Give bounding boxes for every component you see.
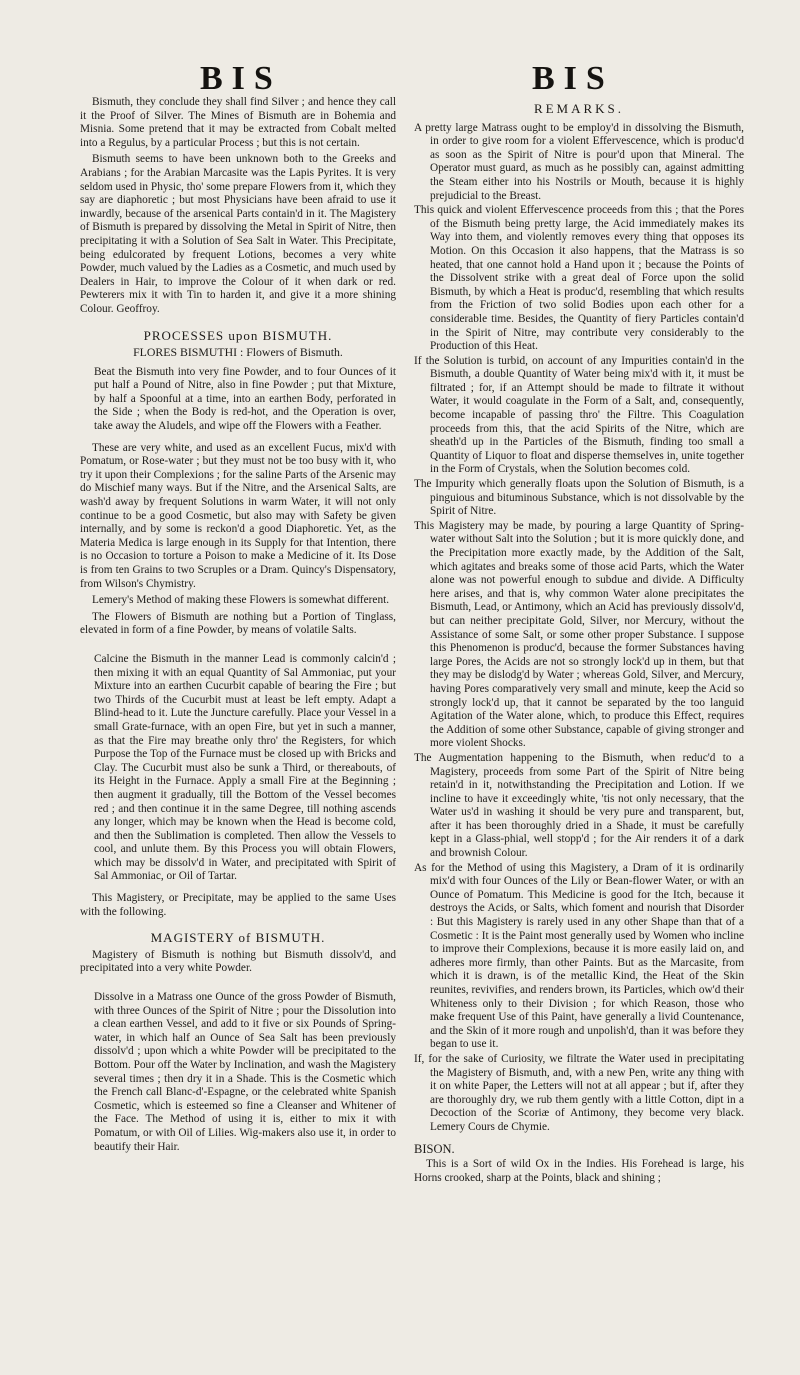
intro-paragraph: Bismuth, they conclude they shall find Silver ; and hence they call it the Proof of Silver. The Mines of Bismuth are in Bohemia and Misnia. Some pretend that it may be extracted from Cobalt melted into a Regulus, by a particular Process ; but this is not certain. [80,96,396,149]
magistery-definition: Magistery of Bismuth is nothing but Bismuth dissolv'd, and precipitated into a very white Powder. [80,948,396,975]
running-head-right: BIS [532,60,614,97]
remark-paragraph: The Impurity which generally floats upon the Solution of Bismuth, is a pinguious and bituminous Substance, which is not dissolvable by the Spirit of Nitre. [414,478,744,518]
magistery-heading: MAGISTERY of BISMUTH. [150,930,326,946]
bison-heading: BISON. [414,1141,455,1156]
remarks-heading: REMARKS. [533,101,625,116]
flores-paragraph: Lemery's Method of making these Flowers is somewhat different. [92,594,390,607]
magistery-intro: This Magistery, or Precipitate, may be applied to the same Uses with the following. [80,892,396,918]
calcine-recipe: Calcine the Bismuth in the manner Lead is commonly calcin'd ; then mixing it with an equal Quantity of Sal Ammoniac, put your Mixture into an earthen Cucurbit capable of bearing the Fire ; but two Thirds of the Cucurbit must at least be left empty. Adapt a Blind-head to it. Lute the Juncture carefully. Place your Vessel in a small Grate-furnace, with an open Fire, but yet in such a manner, as that the Fire may breathe only thro' the Registers, for which Purpose the Top of the Furnace must be closed up with Bricks and Clay. The Cucurbit must also be sunk a Third, or thereabouts, of its Height in the Furnace. Apply a small Fire at the Beginning ; then augment it gradually, till the Bottom of the Vessel becomes red ; and then continue it in the same Degree, till nothing ascends any longer, which may be known when the Head is become cold, and then the Sublimation is completed. Then allow the Vessels to cool, and unlute them. By this Process you will obtain Flowers, which may be dissolv'd in Water, and precipitated with Spirit of Sal Ammoniac, or Oil of Tartar. [94,652,396,883]
bison-paragraph: This is a Sort of wild Ox in the Indies. His Forehead is large, his Horns crooked, sharp at the Points, black and shining ; [414,1158,744,1184]
running-head-left: BIS [200,60,282,97]
flores-paragraph: The Flowers of Bismuth are nothing but a Portion of Tinglass, elevated in form of a fine Powder, by means of volatile Salts. [80,610,396,637]
flores-paragraph: These are very white, and used as an excellent Fucus, mix'd with Pomatum, or Rose-water ; but they must not be too busy with it, who try it upon their Complexions ; for the saline Parts of the Arsenic may do Mischief many ways. But if the Nitre, and the Arsenical Salts, are wash'd away by frequent Solutions in warm Water, it will not only continue to be a good Cosmetic, but also may with Safety be given internally, and by some is reckon'd a good Diaphoretic. Yet, as the Materia Medica is large enough in its Supply for that Intention, there is no Occasion to torture a Poison to make a Medicine of it. Its Dose is from ten Grains to two Scruples or a Dram. Quincy's Dispensatory, from Wilson's Chymistry. [80,441,396,590]
remark-paragraph: If the Solution is turbid, on account of any Impurities contain'd in the Bismuth, a double Quantity of Water being mix'd with it, it must be filtrated ; for, if an Attempt should be made to filtrate it without Water, it would coagulate in the Form of a Salt, and, consequently, become incapable of passing thro' the Filtre. This Coagulation proceeds from this, that the acid Spirits of the Nitre, which are sheath'd up in the Particles of the Bismuth, finding too small a Quantity of Liquor to float and disperse themselves in, unite together in the Form of Crystals, when the Solution becomes cold. [414,354,744,476]
intro-paragraph: Bismuth seems to have been unknown both to the Greeks and Arabians ; for the Arabian Marcasite was the Lapis Pyrites. It is very seldom used in Physic, tho' some prepare Flowers from it, which they say are diaphoretic ; but most Physicians have been afraid to use it inwardly, because of the arsenical Parts contain'd in it. The Magistery of Bismuth is prepared by dissolving the Metal in Spirit of Nitre, then precipitating it with a Solution of Sea Salt in Water. This Precipitate, being edulcorated by frequent Lotions, becomes a very white Powder, much valued by the Ladies as a Cosmetic, and much used by Dealers in Hair, to improve the Colour of it when dark or red. Pewterers mix it with Tin to harden it, and give it a more shining Colour. Geoffroy. [80,153,396,315]
left-column [80,96,396,1162]
remark-paragraph: This quick and violent Effervescence proceeds from this ; that the Pores of the Bismuth being pretty large, the Acid immediately makes its Way into them, and violently removes every thing that opposes its Motion. On this Occasion it also happens, that the Matrass is so heated, that one cannot hold a Hand upon it ; because the Points of the Dissolvent strike with a great deal of Force upon the solid Bismuth, by which a Heat is produc'd, resembling that which results from the Friction of two solid Bodies upon each other for a considerable time. Besides, the Quantity of fiery Particles contain'd in the Spirit of Nitre, may contribute very considerably to the Production of this Heat. [414,204,744,353]
flores-recipe: Beat the Bismuth into very fine Powder, and to four Ounces of it put half a Pound of Nitre, also in fine Powder ; put that Mixture, by half a Spoonful at a time, into an earthen Body, perforated in the Side ; when the Body is red-hot, and the Operation is over, take away the Aludels, and wipe off the Flowers with a Feather. [94,365,396,433]
magistery-recipe: Dissolve in a Matrass one Ounce of the gross Powder of Bismuth, with three Ounces of the Spirit of Nitre ; pour the Dissolution into a clean earthen Vessel, and add to it five or six Pounds of Spring-water, in which half an Ounce of Sea Salt has been previously dissolv'd ; upon which a white Powder will be precipitated to the Bottom. Pour off the Water by Inclination, and wash the Magistery several times ; then dry it in a Shade. This is the Cosmetic which the French call Blanc-d'-Espagne, or the celebrated white Spanish Cosmetic, which is esteemed so fine a Cleanser and Whitener of the Face. The Method of using it is, either to mix it with Pomatum, or with Oil of Lilies. Wig-makers also use it, in order to beautify their Hair. [94,991,396,1153]
remark-paragraph: As for the Method of using this Magistery, a Dram of it is ordinarily mix'd with four Ounces of the Lily or Bean-flower Water, or with an Ounce of Pomatum. This Medicine is good for the Itch, because it destroys the Acids, or Salts, which foment and nourish that Disorder : But this Magistery is rarely used in any other Shape than that of a Cosmetic : It is the Paint most generally used by Women who incline to improve their Complexions, because it is more easily laid on, and adheres more firmly, than other Paints. But as the Marcasite, from which it is drawn, is of the metallic Kind, the Heat of the Skin reunites, revivifies, and renders brown, its Particles, which ow'd their Whiteness only to their Division ; for which Reason, those who make frequent Use of this Paint, have generally a livid Countenance, and the Skin of it more rough and unpolish'd, than it was before they began to use it. [414,861,744,1051]
right-column [414,96,744,1188]
processes-heading: PROCESSES upon BISMUTH. [143,327,333,343]
remark-paragraph: If, for the sake of Curiosity, we filtrate the Water used in precipitating the Magistery of Bismuth, and, with a new Pen, write any thing with it on white Paper, the Letters will not at all appear ; but if, after they are thoroughly dry, we rub them gently with a little Cotton, dipt in a Decoction of the Scoriæ of Antimony, they become very black. Lemery Cours de Chymie. [414,1052,744,1133]
remark-paragraph: A pretty large Matrass ought to be employ'd in dissolving the Bismuth, in order to give room for a violent Effervescence, which is produc'd as soon as the Spirit of Nitre is pour'd upon that Mineral. The Operator must guard, as much as he possibly can, against admitting the Steam either into his Nostrils or Mouth, because it is highly prejudicial to the Breast. [414,121,744,202]
remark-paragraph: The Augmentation happening to the Bismuth, when reduc'd to a Magistery, proceeds from some Part of the Spirit of Nitre being retain'd in it, notwithstanding the Precipitation and Lotion. If we incline to have it exceedingly white, 'tis not only necessary, that the Water us'd in washing it should be very pure and transparent, but, after it has been thoroughly dried in a Shade, it must be carefully kept in a Glass-phial, well stopp'd ; for the Air renders it of a dark and brownish Colour. [414,751,744,860]
flores-heading: FLORES BISMUTHI : Flowers of Bismuth. [133,345,343,360]
remark-paragraph: This Magistery may be made, by pouring a large Quantity of Spring-water without Salt into the Solution ; but it is more quickly done, and the Precipitation more exactly made, by the Addition of the Salt, which agitates and breaks some of those acid Parts, which the Water alone was not powerful enough to subdue and divide. A Difficulty here arises, and that is, why common Water alone precipitates the Bismuth, Lead, or Antimony, which an Acid has previously dissolv'd, but can neither precipitate Gold, Silver, nor Mercury, without the Assistance of some Salt, or some other proper Substance. I suppose this Phenomenon is produc'd, because the former Substances having large Pores, the Acids are not so strongly lock'd up in them, but that they may be dislodg'd by Water ; whereas Gold, Silver, and Mercury, having Pores comparatively very small and minute, keep the Acid so strongly lock'd up, that it cannot be separated by the too languid Agitation of the Water alone, which, to produce this Effect, requires the Addition of some other Substance, capable of giving stronger and more violent Shocks. [414,519,744,750]
